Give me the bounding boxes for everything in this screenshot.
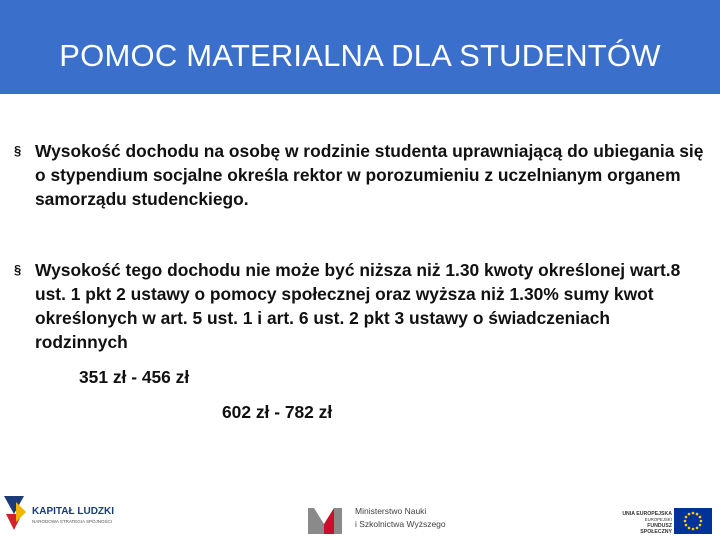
bullet-text: Wysokość tego dochodu nie może być niższa niż 1.30 kwoty określonej wart.8 ust. 1 pkt 2 ustawy o pomocy społecznej oraz wyższa niż 1.30% sumy kwot określonych w art. 5 ust. 1 i art. 6 ust. 2 pkt 3 ustawy o świadczeniach rodzinnych: [35, 260, 681, 352]
kapital-ludzki-title: KAPITAŁ LUDZKI: [32, 506, 115, 517]
footer-logos: [0, 488, 720, 540]
title-banner: [0, 0, 720, 94]
bullet-marker: §: [14, 143, 22, 158]
bullet-item: [14, 139, 704, 211]
ue-text: UNIA EUROPEJSKA EUROPEJSKI FUNDUSZ SPOŁECZNY: [622, 511, 672, 535]
bullet-marker: §: [14, 262, 22, 277]
kapital-ludzki-logo: [2, 492, 132, 534]
ministerstwo-name: Ministerstwo Nauki i Szkolnictwa Wyższego: [355, 506, 446, 529]
income-range-second: 602 zł - 782 zł: [222, 402, 333, 422]
page-title: POMOC MATERIALNA DLA STUDENTÓW: [59, 38, 661, 73]
income-range-first: 351 zł - 456 zł: [79, 367, 190, 387]
bullet-item: [14, 258, 704, 354]
kapital-ludzki-subtitle: NARODOWA STRATEGIA SPÓJNOŚCI: [32, 519, 113, 524]
bullet-text: Wysokość dochodu na osobę w rodzinie studenta uprawniającą do ubiegania się o stypendium socjalne określa rektor w porozumieniu z uczelnianym organem samorządu studenckiego.: [35, 141, 704, 209]
eu-flag-icon: [674, 508, 712, 534]
ministerstwo-icon: [308, 506, 344, 534]
kapital-ludzki-icon: [2, 492, 28, 534]
ministerstwo-logo: [308, 504, 458, 538]
ue-logo: [616, 508, 716, 538]
